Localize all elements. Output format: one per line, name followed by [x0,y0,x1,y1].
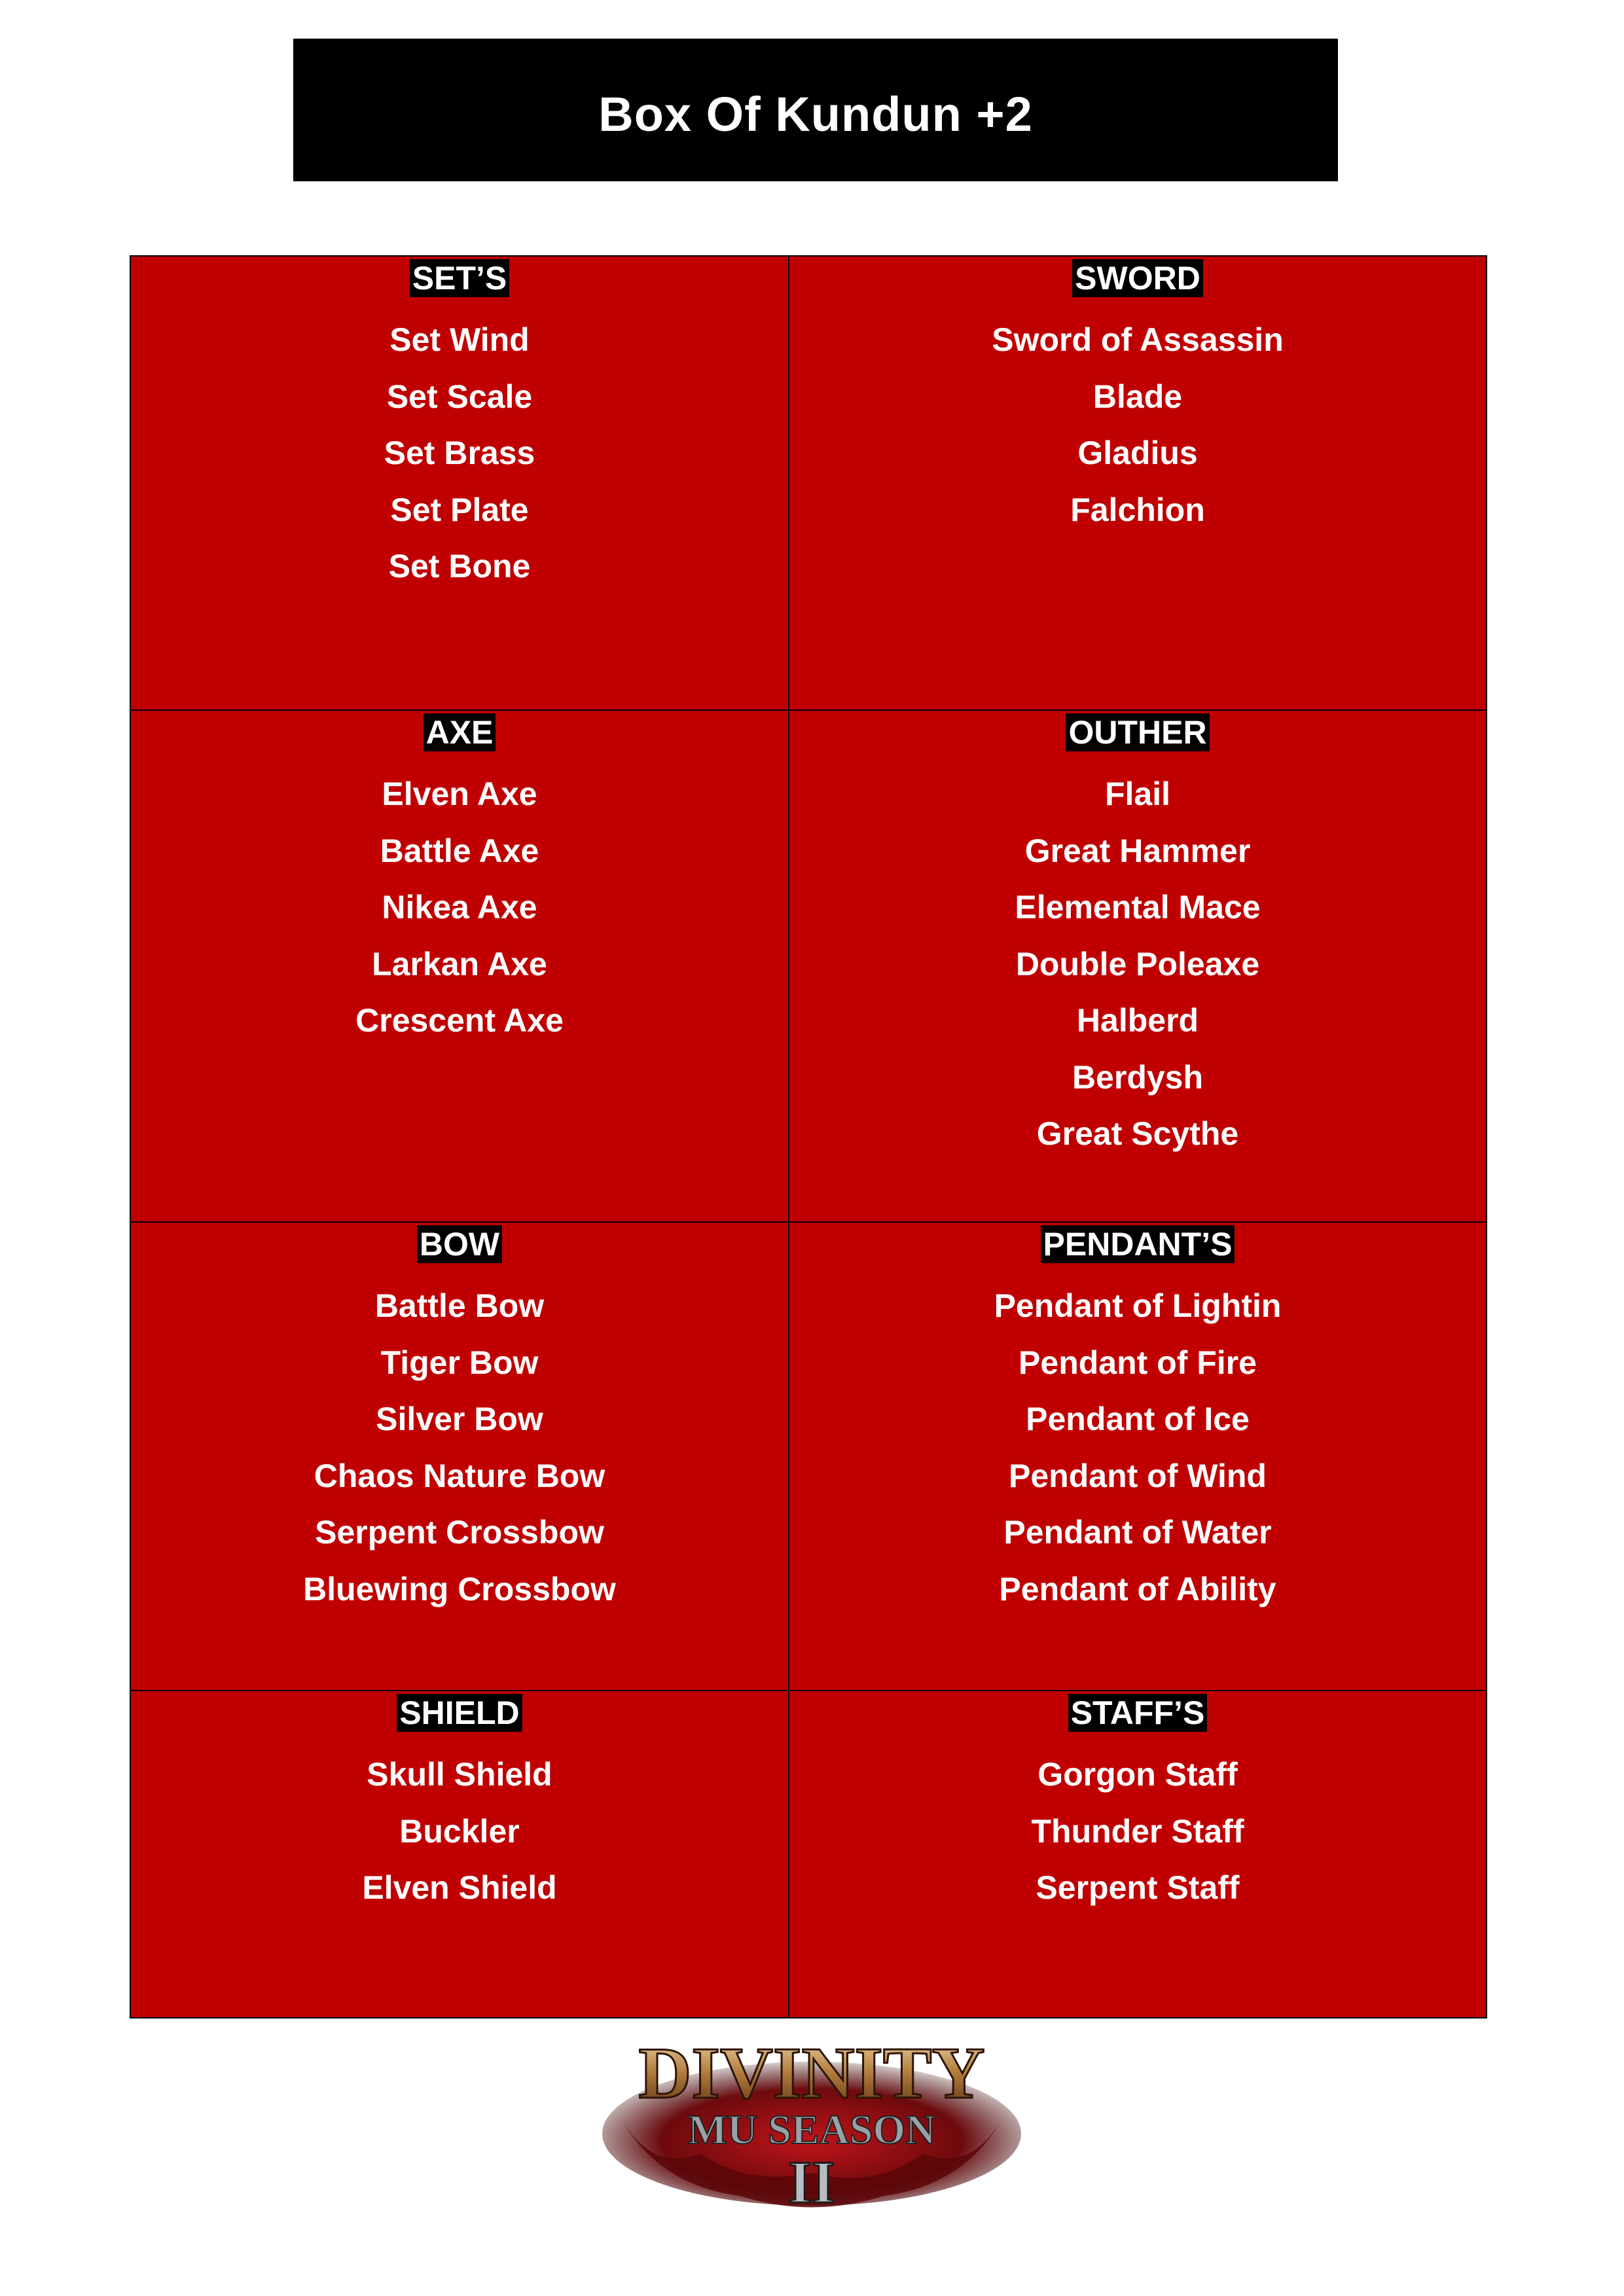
list-item: Serpent Staff [1036,1869,1240,1906]
list-item: Gorgon Staff [1038,1756,1238,1793]
list-item: Blade [1092,378,1183,415]
list-item: Thunder Staff [1031,1812,1244,1850]
list-item: Pendant of Water [1003,1514,1272,1551]
list-item: Double Poleaxe [1015,945,1260,982]
category-staffs [789,1691,1487,2018]
category-heading: STAFF’S [1068,1694,1208,1732]
list-item: Halberd [1076,1002,1199,1039]
item-table [130,255,1487,2018]
list-item: Elven Shield [362,1869,557,1906]
list-item: Bluewing Crossbow [303,1570,616,1607]
list-item: Set Brass [384,435,535,471]
category-heading: SET’S [410,259,509,297]
list-item: Falchion [1070,491,1205,528]
list-item: Battle Axe [380,832,539,869]
logo-subtitle-text: MU SEASON [687,2106,936,2153]
list-item: Berdysh [1072,1058,1204,1096]
list-item: Set Bone [388,548,531,584]
divinity-logo [596,2022,1028,2219]
list-item: Elemental Mace [1015,889,1261,925]
category-pendants [789,1223,1487,1691]
list-item: Great Scythe [1036,1115,1239,1152]
list-item: Pendant of Wind [1009,1457,1267,1494]
list-item: Larkan Axe [372,945,547,982]
list-item: Elven Axe [382,776,537,812]
list-item: Skull Shield [367,1756,552,1793]
category-shield [131,1691,789,2018]
category-heading: SWORD [1072,259,1203,297]
category-sets [131,257,789,711]
list-item: Pendant of Ice [1026,1401,1250,1437]
category-heading: BOW [417,1225,502,1263]
list-item: Pendant of Fire [1019,1344,1257,1381]
list-item: Tiger Bow [380,1344,539,1381]
category-outher [789,711,1487,1223]
list-item: Sword of Assassin [992,321,1284,358]
logo-title-text: DIVINITY [638,2033,985,2114]
category-heading: SHIELD [397,1694,522,1732]
list-item: Set Plate [390,491,529,528]
page-title: Box Of Kundun +2 [598,86,1033,141]
logo-numeral-text: II [788,2149,835,2215]
category-heading: PENDANT’S [1041,1225,1235,1263]
list-item: Flail [1104,776,1171,812]
list-item: Buckler [399,1812,520,1850]
list-item: Silver Bow [376,1401,543,1437]
list-item: Chaos Nature Bow [314,1457,605,1494]
list-item: Battle Bow [374,1287,545,1324]
list-item: Pendant of Ability [999,1570,1276,1607]
title-banner [293,39,1338,181]
list-item: Gladius [1077,435,1198,471]
list-item: Nikea Axe [382,889,537,925]
list-item: Great Hammer [1024,832,1251,869]
list-item: Serpent Crossbow [315,1514,604,1551]
category-heading: AXE [424,713,496,751]
list-item: Set Wind [389,321,530,358]
list-item: Set Scale [386,378,533,415]
category-heading: OUTHER [1066,713,1209,751]
list-item: Pendant of Lightin [994,1287,1282,1324]
list-item: Crescent Axe [355,1002,564,1039]
category-bow [131,1223,789,1691]
category-axe [131,711,789,1223]
category-sword [789,257,1487,711]
